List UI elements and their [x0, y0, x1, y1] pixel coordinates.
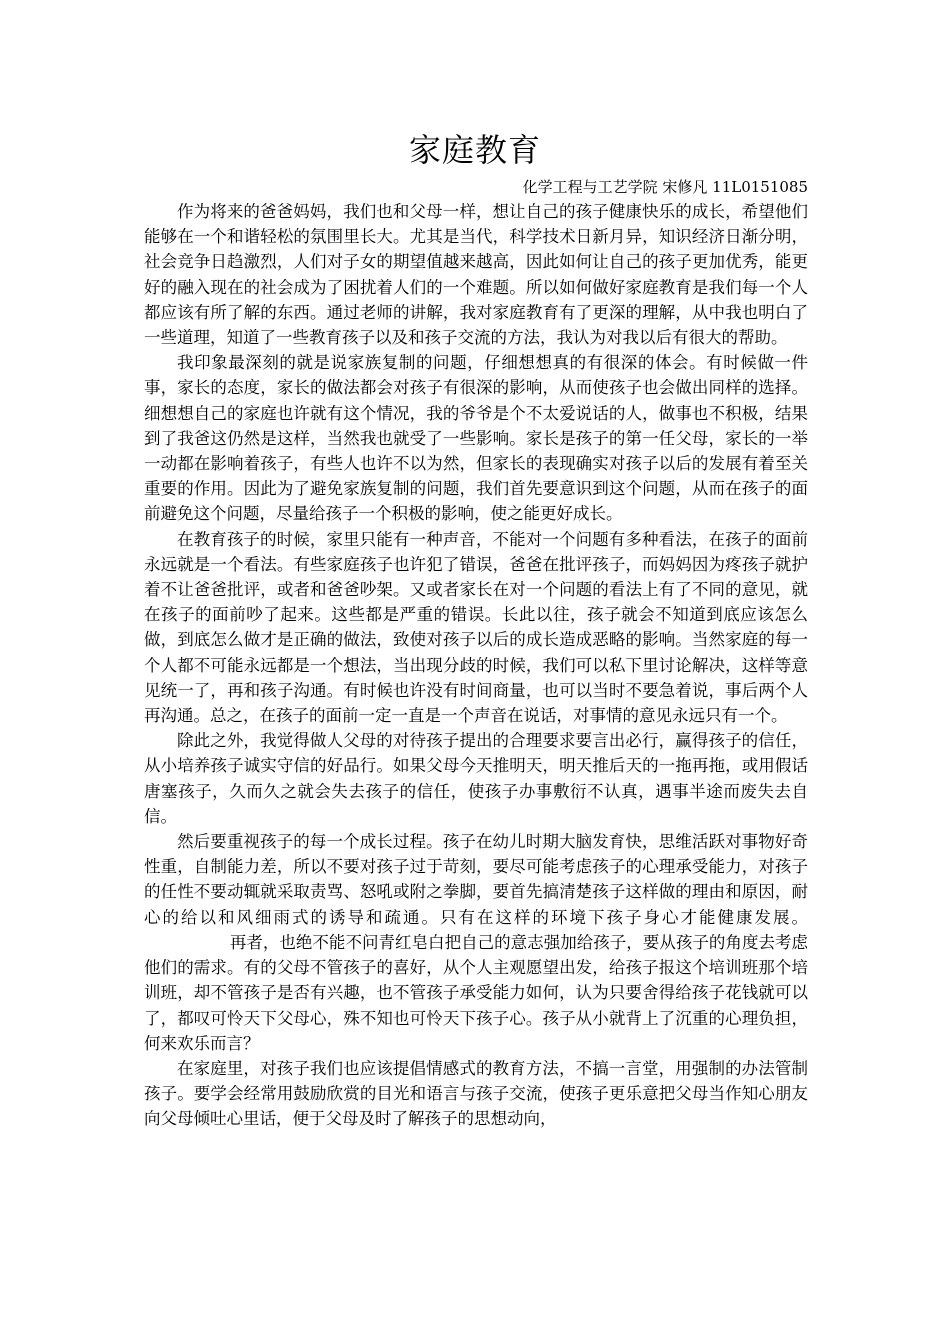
paragraph-one-voice: 在教育孩子的时候，家里只能有一种声音，不能对一个问题有多种看法，在孩子的面前永远就是一个看法。有些家庭孩子也许犯了错误，爸爸在批评孩子，而妈妈因为疼孩子就护着不让爸爸批评，或者和爸爸吵架。又或者家长在对一个问题的看法上有了不同的意见，就在孩子的面前吵了起来。这些都是严重的错误。长此以往，孩子就会不知道到底应该怎么做，到底怎么做才是正确的做法，致使对孩子以后的成长造成恶略的影响。当然家庭的每一个人都不可能永远都是一个想法，当出现分歧的时候，我们可以私下里讨论解决，这样等意见统一了，再和孩子沟通。有时候也许没有时间商量，也可以当时不要急着说，事后两个人再沟通。总之，在孩子的面前一定一直是一个声音在说话，对事情的意见永远只有一个。: [144, 529, 808, 726]
author-byline: 化学工程与工艺学院 宋修凡 11L0151085: [522, 178, 808, 196]
document-title: 家庭教育: [408, 131, 541, 169]
paragraph-intro: 作为将来的爸爸妈妈，我们也和父母一样，想让自己的孩子健康快乐的成长，希望他们能够在一个和谐轻松的氛围里长大。尤其是当代，科学技术日新月异，知识经济日渐分明，社会竞争日趋激烈，人们对子女的期望值越来越高，因此如何让自己的孩子更加优秀，能更好的融入现在的社会成为了困扰着人们的一个难题。所以如何做好家庭教育是我们每一个人都应该有所了解的东西。通过老师的讲解，我对家庭教育有了更深的理解，从中我也明白了一些道理，知道了一些教育孩子以及和孩子交流的方法，我认为对我以后有很大的帮助。: [144, 202, 808, 348]
paragraph-emotional-education: 在家庭里，对孩子我们也应该提倡情感式的教育方法，不搞一言堂，用强制的办法管制孩子。要学会经常用鼓励欣赏的目光和语言与孩子交流，使孩子更乐意把父母当作知心朋友向父母倾吐心里话，便于父母及时了解孩子的思想动向，: [144, 1058, 808, 1129]
paragraph-growth-text: 然后要重视孩子的每一个成长过程。孩子在幼儿时期大脑发育快，思维活跃对事物好奇性重，自制能力差，所以不要对孩子过于苛刻，要尽可能考虑孩子的心理承受能力，对孩子的任性不要动辄就采取责骂、怒吼或附之拳脚，要首先搞清楚孩子这样做的理由和原因，耐心的给以和风细雨式的诱导和疏通。只有在这样的环境下孩子身心才能健康发展。: [144, 832, 808, 927]
paragraph-keep-promises: 除此之外，我觉得做人父母的对待孩子提出的合理要求要言出必行，赢得孩子的信任，从小培养孩子诚实守信的好品行。如果父母今天推明天，明天推后天的一拖再拖，或用假话唐塞孩子，久而久之就会失去孩子的信任，使孩子办事敷衍不认真，遇事半途而废失去自信。: [144, 731, 808, 826]
document-body: [144, 199, 808, 1132]
paragraph-children-needs: 再者，也绝不能不问青红皂白把自己的意志强加给孩子，要从孩子的角度去考虑他们的需求。有的父母不管孩子的喜好，从个人主观愿望出发，给孩子报这个培训班那个培训班，却不管孩子是否有兴趣，也不管孩子承受能力如何，认为只要舍得给孩子花钱就可以了，都叹可怜天下父母心，殊不知也可怜天下孩子心。孩子从小就背上了沉重的心理负担，何来欢乐而言？: [144, 932, 808, 1053]
paragraph-family-replication: 我印象最深刻的就是说家族复制的问题，仔细想想真的有很深的体会。有时候做一件事，家长的态度，家长的做法都会对孩子有很深的影响，从而使孩子也会做出同样的选择。细想想自己的家庭也许就有这个情况，我的爷爷是个不太爱说话的人，做事也不积极，结果到了我爸这仍然是这样，当然我也就受了一些影响。家长是孩子的第一任父母，家长的一举一动都在影响着孩子，有些人也许不以为然，但家长的表现确实对孩子以后的发展有着至关重要的作用。因此为了避免家族复制的问题，我们首先要意识到这个问题，从而在孩子的面前避免这个问题，尽量给孩子一个积极的影响，使之能更好成长。: [144, 353, 808, 524]
paragraph-growth-process: [144, 829, 808, 1056]
